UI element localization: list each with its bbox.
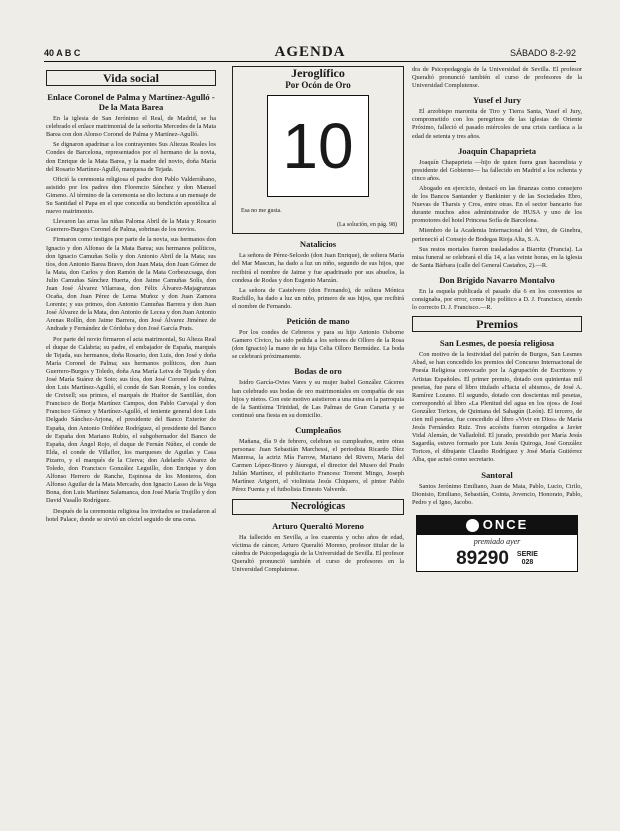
santoral-heading: Santoral bbox=[481, 469, 513, 480]
column-middle bbox=[232, 66, 404, 818]
yusef-heading: Yusef el Jury bbox=[473, 95, 521, 106]
paragraph: En la esquela publicada el pasado día 6 en los conventos se consignaba, por error, como hijo político a D. J. Francisco, siendo lo correcto D. J. Francisco.—R. bbox=[412, 287, 582, 312]
paragraph: Abogado en ejercicio, destacó en las finanzas como consejero de los Bancos Santander y Bankinter y de las Sociedades Ebro, Nuevas de Tharsis y Cros, entre otras. En el sector bancario fue durante muchos años administrador de HUSA y uno de los promotores del hotel Princesa Sofía de Barcelona. bbox=[412, 184, 582, 225]
paragraph: Ha fallecido en Sevilla, a los cuarenta y ocho años de edad, víctima de cáncer, Arturo Queraltó Moreno, profesor titular de la cátedra de Psicopedagogía de la Universidad de Sevilla. El profesor Queraltó pronunció también el curso de profesores en la Universidad Complutense. bbox=[232, 533, 404, 573]
jeroglifico-box bbox=[232, 66, 404, 234]
paragraph: Firmaron como testigos por parte de la novia, sus hermanos don Ignacio y don Alfonso de la Mata Barea; sus hermanos políticos, don Ignacio Camuñas Solís y don Antonio Abril de la Mata; sus tíos, don Antonio Barea Bravo, don Juan Mata, don Juan Gómez de la Mata, don Carlos y don Ramón de la Mata Corbeszcsaga, don Julio Camuñas Sánchez Huerta, don Jaime Camuñas Solís, don Juan José Álvarez Vilarrasa, don Félix Álvarez-Majagranzas Ocaña, don Juan Pérez de Lema Muñoz y don Juan Zamora Lorente; y sus primos, don Antonio Camuñas Barrera y don Juan José Álvarez de la Mata, don Antonio de Lecea y don Juan Antonio Arenas Rollín, don Jaime Barrera, don José Álvarez Jiménez de Andrade y Fernández de Córdoba y don José García Prats. bbox=[46, 236, 216, 333]
sanlesmes-heading: San Lesmes, de poesía religiosa bbox=[439, 338, 555, 349]
premios-title: Premios bbox=[412, 316, 582, 332]
paragraph: Se dignaron apadrinar a los contrayentes Sus Altezas Reales los Condes de Barcelona, representados por el hermano de la novia, don Enrique de la Mata Barea, y la madre del novio, doña María del Rosario Martínez-Agulló, marquesa de Tejada. bbox=[46, 141, 216, 173]
once-logo: ONCE bbox=[417, 516, 577, 535]
paragraph: Isidro García-Ovies Vares y su mujer Isabel González Cáceres han celebrado sus bodas de oro matrimoniales en compañía de sus hijos y nietos. Con este motivo asistieron a una misa en la parroquia de la Santísima Trinidad, de Las Palmas de Gran Canaria y se continuó una fiesta en su domicilio. bbox=[232, 379, 404, 419]
bodas-oro-heading: Bodas de oro bbox=[294, 366, 342, 377]
paragraph: Después de la ceremonia religiosa los invitados se trasladaron al hotel Palace, donde se sirvió un cóctel seguido de una cena. bbox=[46, 507, 216, 523]
jeroglifico-footer: Esa no me gusta. bbox=[241, 208, 282, 215]
paragraph: Ofició la ceremonia religiosa el padre don Pablo Valderrábano, asistido por los padres don Florencio Sánchez y don Manuel Gimeno. Al término de la ceremonia se dio lectura a un mensaje de Su Santidad el Papa en el que concedía su bendición apostólica al nuevo matrimonio. bbox=[46, 175, 216, 216]
jeroglifico-solution: (La solución, en pág. 98) bbox=[337, 222, 397, 229]
once-result bbox=[417, 549, 577, 571]
paragraph: Miembro de la Academia Internacional del Vino, de Ginebra, perteneció al Consejo de Bodegas Rioja Alta, S. A. bbox=[412, 227, 582, 243]
paragraph: La señora de Castelvero (don Fernando), de soltera Mónica Ruchillo, ha dado a luz un niño, primero de sus hijos, que recibirá el nombre de Fernando. bbox=[232, 286, 404, 310]
enlace-heading: Enlace Coronel de Palma y Martínez-Agulló - De la Mata Barea bbox=[47, 92, 215, 113]
paragraph: Santos Jerónimo Emiliano, Juan de Mata, Pablo, Lucio, Cirilo, Dionisio, Emiliano, Sebastián, Cointa, Jovencio, Honorato, Pablo, Pedro y el Igno, Jacobo. bbox=[412, 482, 582, 506]
arturo-heading: Arturo Queraltó Moreno bbox=[272, 520, 364, 531]
jeroglifico-title: Jeroglífico bbox=[291, 66, 345, 80]
paragraph: Por los condes de Cebreros y para su hijo Antonio Osborne Gamero Cívico, ha sido pedida a los señores de Olloro de la Rosa (don Ignacio) la mano de su hija Celia Olloro Bermúdez. La boda se celebrará próximamente. bbox=[232, 329, 404, 361]
page-number: 40 A B C bbox=[44, 48, 81, 58]
once-circle-icon bbox=[466, 519, 479, 532]
issue-date: SÁBADO 8-2-92 bbox=[509, 48, 576, 58]
jeroglifico-puzzle: 10 bbox=[267, 95, 369, 197]
header-rule bbox=[44, 61, 576, 62]
paragraph: Por parte del novio firmaron el acta matrimonial, Su Alteza Real el duque de Calabria; su padre, el embajador de España, marqués de Tejada, sus hermanos, doña Rosario, don Luis, don José y doña María Coronel de Palma; sus hermanos políticos, don Juan Guerrero-Burgos y Toledo, doña Ana María Leiva de Tejada y don José María Suárez de Soto; sus tíos, don José Coronel de Palma, don Luis Martínez-Agulló, el conde de San Román, y los condes de Creixell; sus primos, el marqués de Huétor de Santillán, don Francisco de Borja Martínez Campos, don Pablo Carvajal y don Francisco Gómez y Martínez-Agulló, el teniente general don Luis Delgado Sánchez-Arjona, el presidente del Banco Exterior de España, don Antonio Ordóñez Rodríguez, el presidente del Banco de España don Mariano Rubio, el subgobernador del Banco de España, don Ángel Rojo, el duque de Fernán Núñez, el conde de Elda, el conde de Villaflor, los marqueses de Aguilas y Casa Pizarro, y el marqués de la Cierva; don Adelardo Alvarez de Toledo, don Francisco González Leguillo, don Enrique y don Alfonso Herrero de Ranche, Espinosa de los Monteros, don Alfonso Aguilar de la Mata Mercado, don Ignacio Lasso de la Vega Bona, don Luis Martínez Salamanca, don José María Trujillo y don David Vasallo Rodríguez. bbox=[46, 335, 216, 505]
vida-social-title: Vida social bbox=[46, 70, 216, 86]
page-header bbox=[44, 44, 576, 62]
joaquin-heading: Joaquín Chapaprieta bbox=[457, 145, 537, 156]
paragraph: Con motivo de la festividad del patrón de Burgos, San Lesmes Abad, se han concedido los premios del Concurso Internacional de Poesía Religiosa convocado por la Agrupación de Escritores y Artistas Españoles. El primer premio, dotado con quinientas mil pesetas, fue para el libro titulado «Hacia el abismo», de José A. Ramírez Lozano. El segundo, dotado con doscientas mil pesetas, correspondió al libro «La Plenitud del agua en los ojos» de José González Torices, de Quintana del Sahagún (León). El tercero, de cien mil pesetas, fue concedido al libro «Vivir en Dios» de María Jesús Fernández Ruiz. Tres accésits fueron otorgados a Javier Vidal Alemán, de Valladolid. El jurado, presidido por María Jesús Sagardía, estuvo formado por Luis Jesús Quiroga, José González Torices, el dibujante Claudio Rodríguez y José María Gutiérrez Alba, que actuó como secretario. bbox=[412, 351, 582, 464]
cumpleanos-heading: Cumpleaños bbox=[295, 424, 341, 435]
paragraph: La señora de Pérez-Selcedo (don Juan Enrique), de soltera María del Mar Mascun, ha dado a luz un niño, segundo de sus hijos, que recibirá el nombre de Jaime y fue apadrinado por sus abuelos, la condesa de Rodas y don Eugenio Marzán. bbox=[232, 252, 404, 284]
paragraph: En la iglesia de San Jerónimo el Real, de Madrid, se ha celebrado el enlace matrimonial de la señorita Mercedes de la Mata Barea con don Alonso Coronel de Palma y Martínez-Agulló. bbox=[46, 115, 216, 139]
paragraph: Sus restos mortales fueron trasladados a Biarritz (Francia). La misa funeral se celebrará el día 14, a las veinte horas, en la iglesia de Santa Bárbara (calle del General Castaños, 2).—R. bbox=[412, 245, 582, 269]
peticion-heading: Petición de mano bbox=[286, 316, 350, 327]
once-subtitle: premiado ayer bbox=[473, 536, 521, 546]
paragraph: Joaquín Chapaprieta —hijo de quien fuera gran hacendista y presidente del Gobierno— ha fallecido en Madrid a los ochenta y cinco años. bbox=[412, 158, 582, 182]
natalicios-heading: Natalicios bbox=[299, 239, 337, 250]
paragraph: El arzobispo maronita de Tiro y Tierra Santa, Yusef el Jury, comprometido con los peregrinos de las iglesias de Oriente Próximo, falleció el pasado miércoles de una crisis cardíaca a la edad de setenta y tres años. bbox=[412, 108, 582, 140]
once-number: 89290 bbox=[456, 547, 509, 569]
column-right bbox=[412, 66, 582, 818]
section-title: AGENDA bbox=[274, 44, 346, 60]
once-serie: SERIE 028 bbox=[516, 550, 538, 566]
paragraph: dra de Psicopedagogía de la Universidad de Sevilla. El profesor Queraltó pronunció también el curso de profesores de la Universidad Complutense. bbox=[412, 66, 582, 90]
once-lottery-box bbox=[416, 515, 578, 572]
column-vida-social bbox=[46, 66, 216, 818]
paragraph: Llevaron las arras las niñas Paloma Abril de la Mata y Rosario Guerrero-Burgos Coronel de Palma, sobrinas de los novios. bbox=[46, 218, 216, 234]
paragraph: Mañana, día 9 de febrero, celebran su cumpleaños, entre otras personas: Juan Sebastián Marchessi, el periodista Ricardo Díez Manresa, la actriz Mía Farrow, Mariano del Rivero, María del Carmen López-Bravo y Jáuregui, el director del Museo del Prado Julián Martínez, el publicitario Francesc Torrent Mingo, Joseph Martínez Arigorri, el violinista Jesús Chiquero, el pintor Pablo Pérez Fuenta y el futbolista Ernesto Valverde. bbox=[232, 437, 404, 494]
necrologicas-title: Necrológicas bbox=[232, 499, 404, 515]
jeroglifico-author: Por Ocón de Oro bbox=[285, 80, 351, 91]
brigido-heading: Don Brígido Navarro Montalvo bbox=[439, 274, 555, 285]
